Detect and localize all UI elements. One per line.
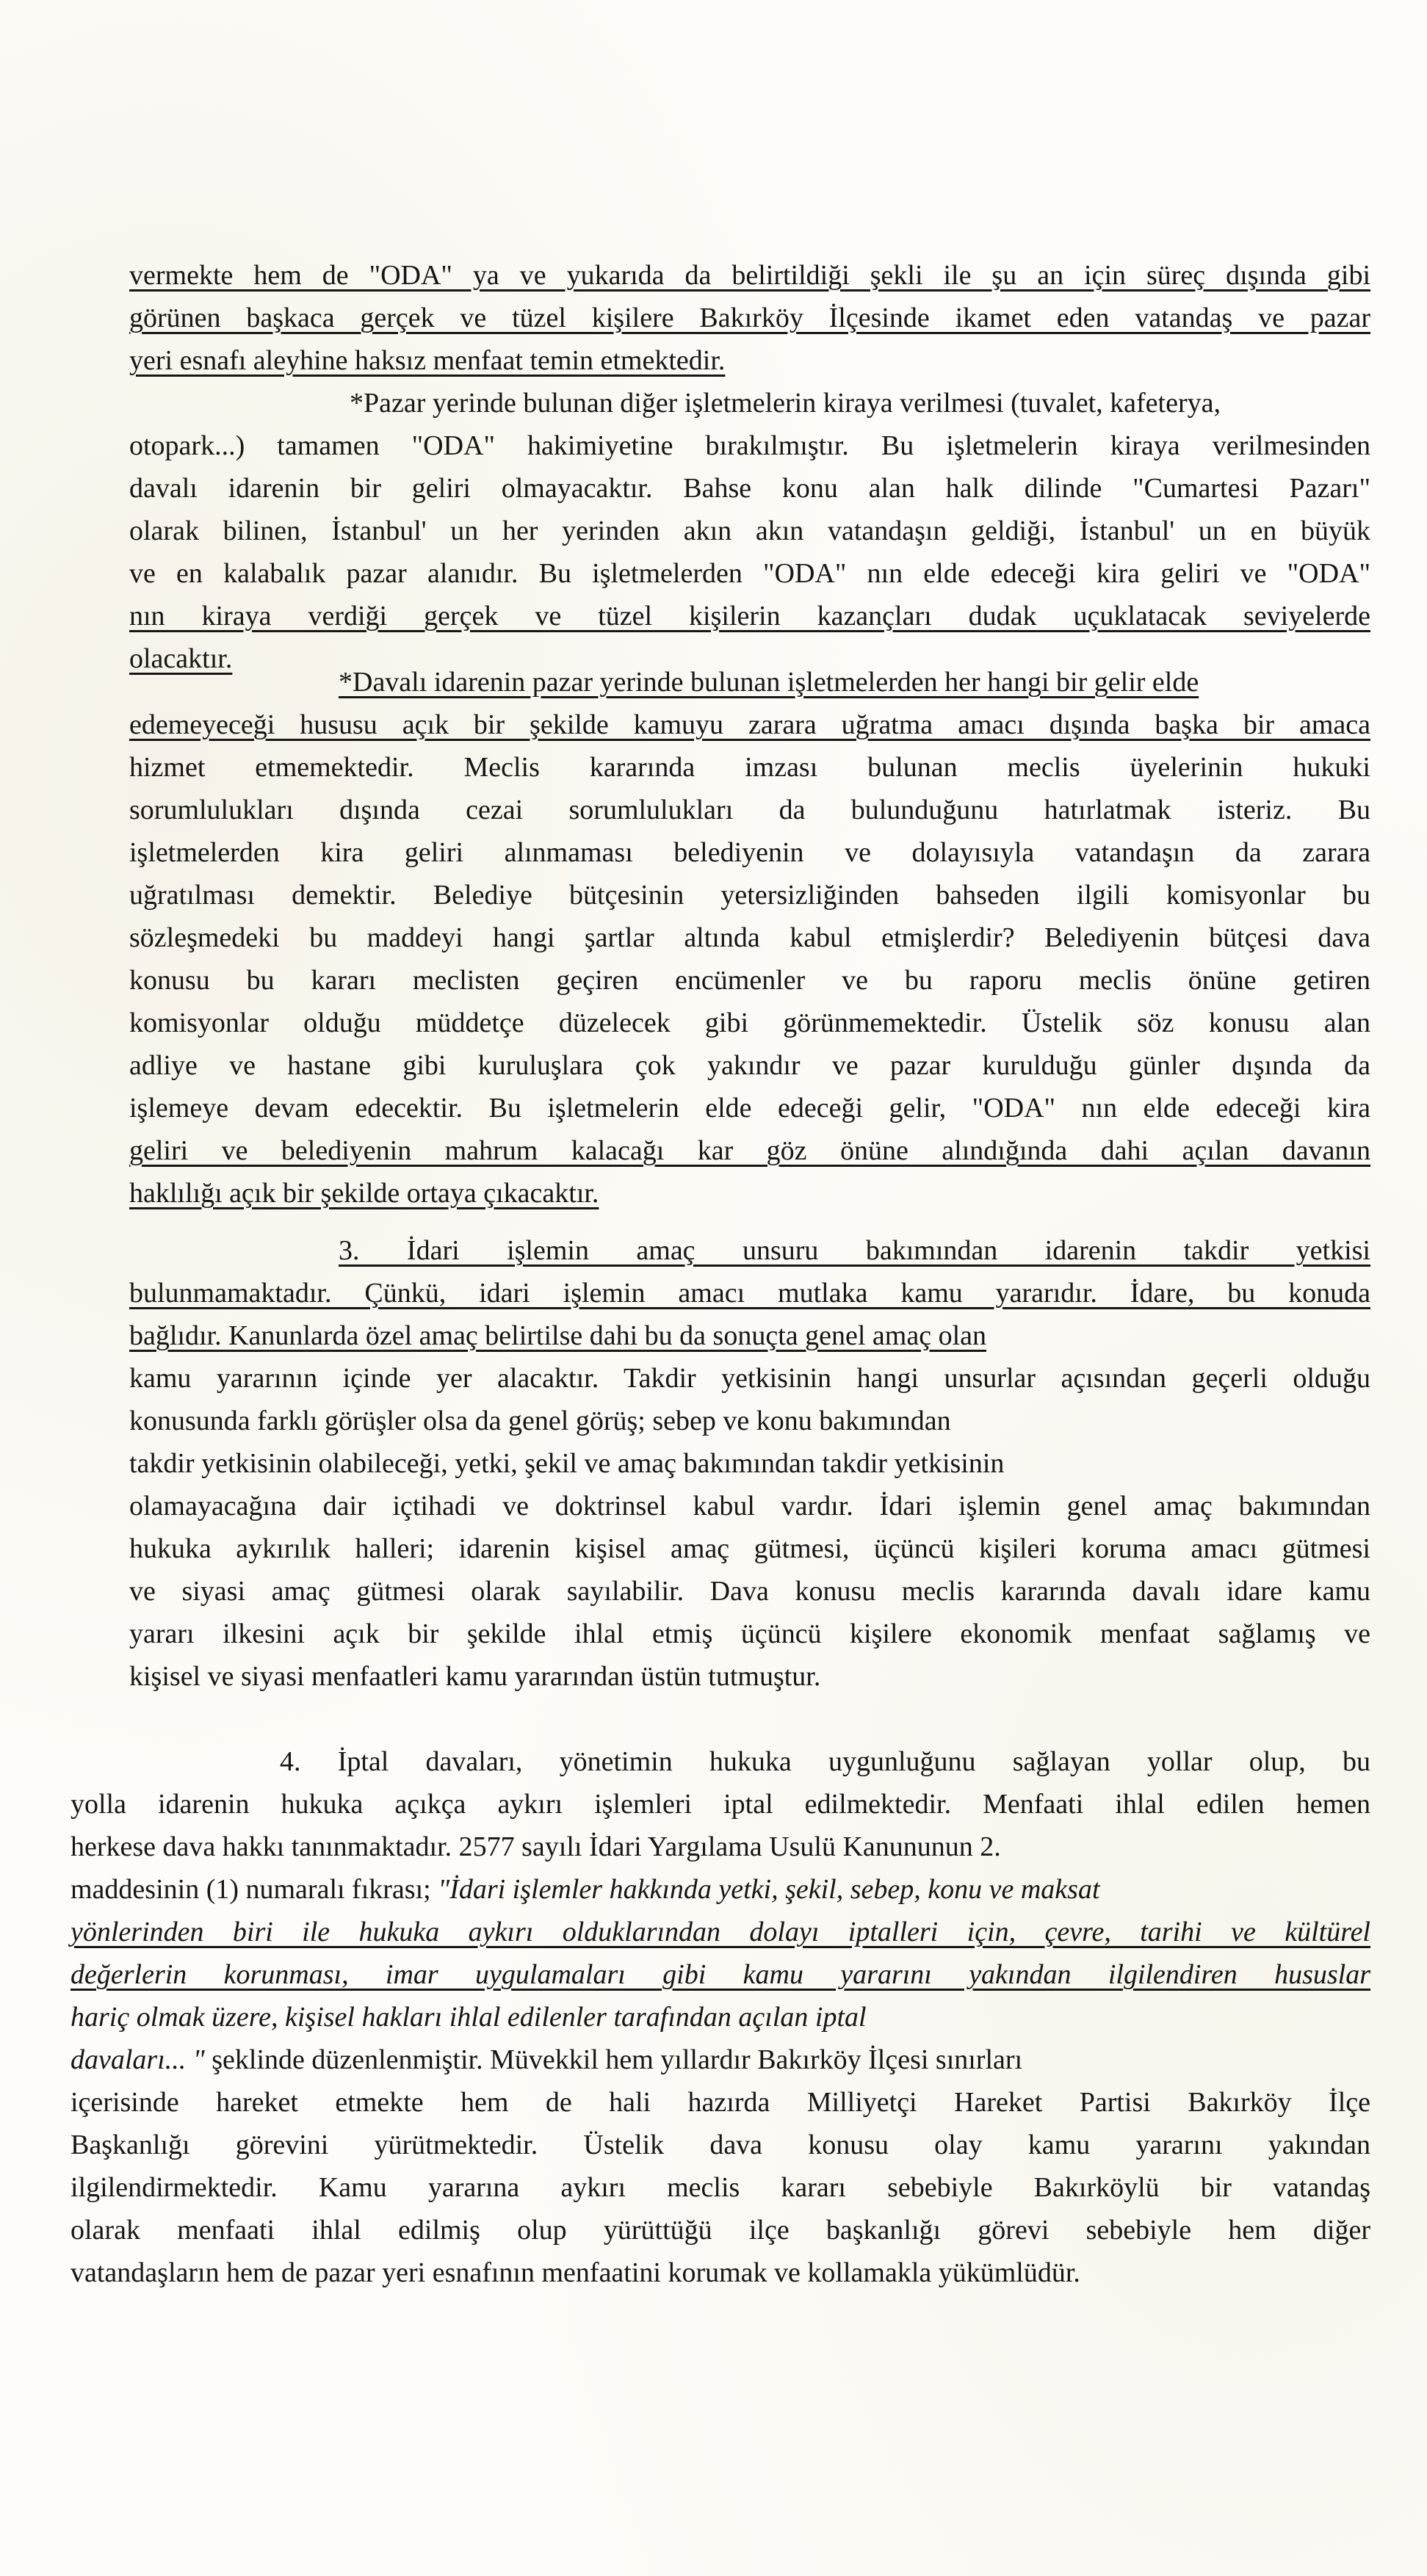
text-line: hukuka aykırılık halleri; idarenin kişisel amaç gütmesi, üçüncü kişileri koruma amacı gütmesi bbox=[129, 1533, 1370, 1564]
text-line: edemeyeceği hususu açık bir şekilde kamuyu zarara uğratma amacı dışında başka bir amaca bbox=[129, 709, 1370, 740]
text-line: olamayacağına dair içtihadi ve doktrinsel kabul vardır. İdari işlemin genel amaç bakımından bbox=[129, 1491, 1370, 1522]
text-line: sözleşmedeki bu maddeyi hangi şartlar altında kabul etmişlerdir? Belediyenin bütçesi dava bbox=[129, 922, 1370, 953]
text-line: adliye ve hastane gibi kuruluşlara çok yakındır ve pazar kurulduğu günler dışında da bbox=[129, 1050, 1370, 1081]
text-line: hizmet etmemektedir. Meclis kararında imzası bulunan meclis üyelerinin hukuki bbox=[129, 752, 1370, 783]
text-line: vermekte hem de "ODA" ya ve yukarıda da belirtildiği şekli ile şu an için süreç dışında gibi bbox=[129, 260, 1370, 291]
text-line: işlemeye devam edecektir. Bu işletmelerin elde edeceği gelir, "ODA" nın elde edeceği kira bbox=[129, 1093, 1370, 1124]
text-line: Başkanlığı görevini yürütmektedir. Üstelik dava konusu olay kamu yararını yakından bbox=[71, 2130, 1370, 2160]
text-line: kişisel ve siyasi menfaatleri kamu yararından üstün tutmuştur. bbox=[129, 1661, 821, 1692]
quote-line: yönlerinden biri ile hukuka aykırı olduklarından dolayı iptalleri için, çevre, tarihi ve kültürel bbox=[71, 1917, 1370, 1947]
text-line: nın kiraya verdiği gerçek ve tüzel kişilerin kazançları dudak uçuklatacak seviyelerde bbox=[129, 601, 1370, 632]
quote-line: hariç olmak üzere, kişisel hakları ihlal edilenler tarafından açılan iptal bbox=[71, 2002, 867, 2033]
text-line: kamu yararının içinde yer alacaktır. Takdir yetkisinin hangi unsurlar açısından geçerli olduğu bbox=[129, 1363, 1370, 1394]
text-line: 4. İptal davaları, yönetimin hukuka uygunluğunu sağlayan yollar olup, bu bbox=[280, 1746, 1370, 1777]
text-line: olarak bilinen, İstanbul' un her yerinden akın akın vatandaşın geldiği, İstanbul' un en büyük bbox=[129, 515, 1370, 546]
text-line: komisyonlar olduğu müddetçe düzelecek gibi görünmemektedir. Üstelik söz konusu alan bbox=[129, 1007, 1370, 1038]
text-line bbox=[71, 1868, 1370, 1911]
text-line: otopark...) tamamen "ODA" hakimiyetine bırakılmıştır. Bu işletmelerin kiraya verilmesinden bbox=[129, 430, 1370, 461]
quote-fragment: "İdari işlemler hakkında yetki, şekil, sebep, konu ve maksat bbox=[438, 1874, 1100, 1905]
text-line: konusunda farklı görüşler olsa da genel görüş; sebep ve konu bakımından bbox=[129, 1405, 951, 1436]
paragraph-3 bbox=[129, 661, 1370, 1215]
text-line bbox=[71, 2038, 1370, 2081]
text-line: sorumlulukları dışında cezai sorumlulukları da bulunduğunu hatırlatmak isteriz. Bu bbox=[129, 795, 1370, 825]
text-line: *Davalı idarenin pazar yerinde bulunan işletmelerden her hangi bir gelir elde bbox=[339, 667, 1199, 698]
text-line: bulunmamaktadır. Çünkü, idari işlemin amacı mutlaka kamu yararıdır. İdare, bu konuda bbox=[129, 1278, 1370, 1309]
quote-fragment: davaları... " bbox=[71, 2044, 205, 2075]
text-line: vatandaşların hem de pazar yeri esnafının menfaatini korumak ve kollamakla yükümlüdür. bbox=[71, 2257, 1080, 2288]
text-line: olacaktır. bbox=[129, 643, 233, 674]
text-line: bağlıdır. Kanunlarda özel amaç belirtilse dahi bu da sonuçta genel amaç olan bbox=[129, 1320, 986, 1351]
text-line: işletmelerden kira geliri alınmaması belediyenin ve dolayısıyla vatandaşın da zarara bbox=[129, 837, 1370, 868]
quote-line: değerlerin korunması, imar uygulamaları gibi kamu yararını yakından ilgilendiren hususlar bbox=[71, 1959, 1370, 1990]
text-line: içerisinde hareket etmekte hem de hali hazırda Milliyetçi Hareket Partisi Bakırköy İlçe bbox=[71, 2087, 1370, 2118]
paragraph-2 bbox=[129, 382, 1370, 680]
text-line: ilgilendirmektedir. Kamu yararına aykırı meclis kararı sebebiyle Bakırköylü bir vatandaş bbox=[71, 2172, 1370, 2203]
paragraph-1 bbox=[129, 254, 1370, 382]
text-line: *Pazar yerinde bulunan diğer işletmelerin kiraya verilmesi (tuvalet, kafeterya, bbox=[350, 388, 1221, 419]
text-fragment: şeklinde düzenlenmiştir. Müvekkil hem yıllardır Bakırköy İlçesi sınırları bbox=[204, 2044, 1023, 2075]
text-line: haklılığı açık bir şekilde ortaya çıkacaktır. bbox=[129, 1178, 599, 1209]
text-line: davalı idarenin bir geliri olmayacaktır. Bahse konu alan halk dilinde "Cumartesi Pazarı" bbox=[129, 473, 1370, 504]
text-line: ve en kalabalık pazar alanıdır. Bu işletmelerden "ODA" nın elde edeceği kira geliri ve "ODA" bbox=[129, 558, 1370, 589]
text-line: herkese dava hakkı tanınmaktadır. 2577 sayılı İdari Yargılama Usulü Kanununun 2. bbox=[71, 1831, 1001, 1862]
text-line: uğratılması demektir. Belediye bütçesinin yetersizliğinden bahseden ilgili komisyonlar bu bbox=[129, 880, 1370, 911]
text-line: yeri esnafı aleyhine haksız menfaat temin etmektedir. bbox=[129, 345, 726, 376]
paragraph-4 bbox=[129, 1229, 1370, 1698]
text-line: konusu bu kararı meclisten geçiren encümenler ve bu raporu meclis önüne getiren bbox=[129, 965, 1370, 996]
text-line: olarak menfaati ihlal edilmiş olup yürüttüğü ilçe başkanlığı görevi sebebiyle hem diğer bbox=[71, 2215, 1370, 2246]
text-line: ve siyasi amaç gütmesi olarak sayılabilir. Dava konusu meclis kararında davalı idare kamu bbox=[129, 1576, 1370, 1607]
text-line: yararı ilkesini açık bir şekilde ihlal etmiş üçüncü kişilere ekonomik menfaat sağlamış ve bbox=[129, 1618, 1370, 1649]
text-line: 3. İdari işlemin amaç unsuru bakımından idarenin takdir yetkisi bbox=[339, 1235, 1370, 1266]
text-line: geliri ve belediyenin mahrum kalacağı kar göz önüne alındığında dahi açılan davanın bbox=[129, 1135, 1370, 1166]
text-line: takdir yetkisinin olabileceği, yetki, şekil ve amaç bakımından takdir yetkisinin bbox=[129, 1448, 1005, 1479]
text-line: yolla idarenin hukuka açıkça aykırı işlemleri iptal edilmektedir. Menfaati ihlal edilen hemen bbox=[71, 1789, 1370, 1820]
text-line: görünen başkaca gerçek ve tüzel kişilere Bakırköy İlçesinde ikamet eden vatandaş ve pazar bbox=[129, 303, 1370, 333]
paragraph-5 bbox=[71, 1740, 1370, 2294]
text-fragment: maddesinin (1) numaralı fıkrası; bbox=[71, 1874, 438, 1905]
